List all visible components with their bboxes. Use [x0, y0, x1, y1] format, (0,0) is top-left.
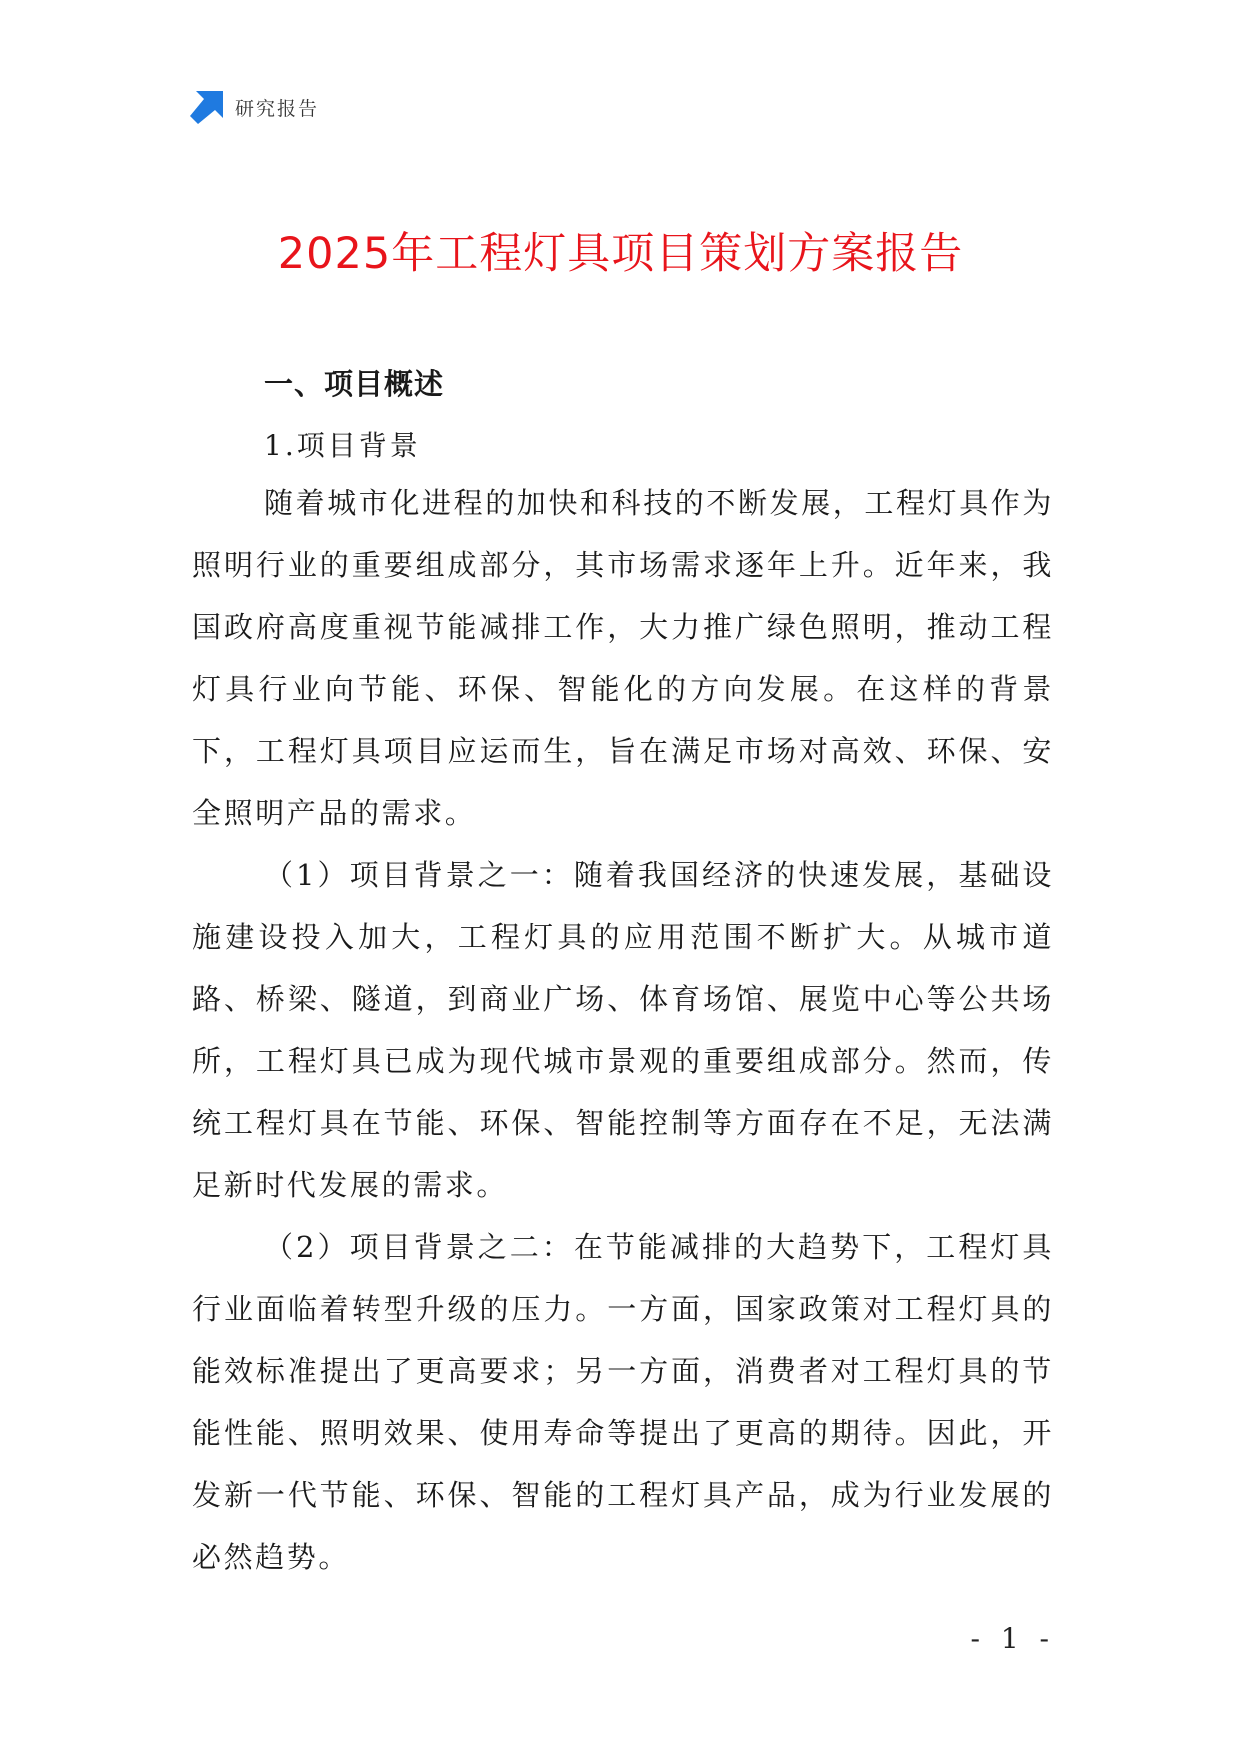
section-heading: 一、项目概述 [264, 367, 445, 401]
subsection-heading: 1.项目背景 [264, 429, 421, 462]
document-title: 2025年工程灯具项目策划方案报告 [277, 229, 964, 279]
arrow-up-right-icon [190, 91, 223, 124]
page-number: - 1 - [970, 1622, 1055, 1655]
paragraph: （1）项目背景之一：随着我国经济的快速发展，基础设施建设投入加大，工程灯具的应用范围不断扩大。从城市道路、桥梁、隧道，到商业广场、体育场馆、展览中心等公共场所，工程灯具已成为现代城市景观的重要组成部分。然而，传统工程灯具在节能、环保、智能控制等方面存在不足，无法满足新时代发展的需求。 [192, 858, 1054, 1202]
paragraph: （2）项目背景之二：在节能减排的大趋势下，工程灯具行业面临着转型升级的压力。一方面，国家政策对工程灯具的能效标准提出了更高要求；另一方面，消费者对工程灯具的节能性能、照明效果、使用寿命等提出了更高的期待。因此，开发新一代节能、环保、智能的工程灯具产品，成为行业发展的必然趋势。 [192, 1230, 1054, 1574]
header-label: 研究报告 [235, 97, 320, 120]
report-header [190, 88, 319, 126]
document-body [192, 360, 1054, 1588]
paragraph: 随着城市化进程的加快和科技的不断发展，工程灯具作为照明行业的重要组成部分，其市场需求逐年上升。近年来，我国政府高度重视节能减排工作，大力推广绿色照明，推动工程灯具行业向节能、环保、智能化的方向发展。在这样的背景下，工程灯具项目应运而生，旨在满足市场对高效、环保、安全照明产品的需求。 [192, 486, 1055, 830]
